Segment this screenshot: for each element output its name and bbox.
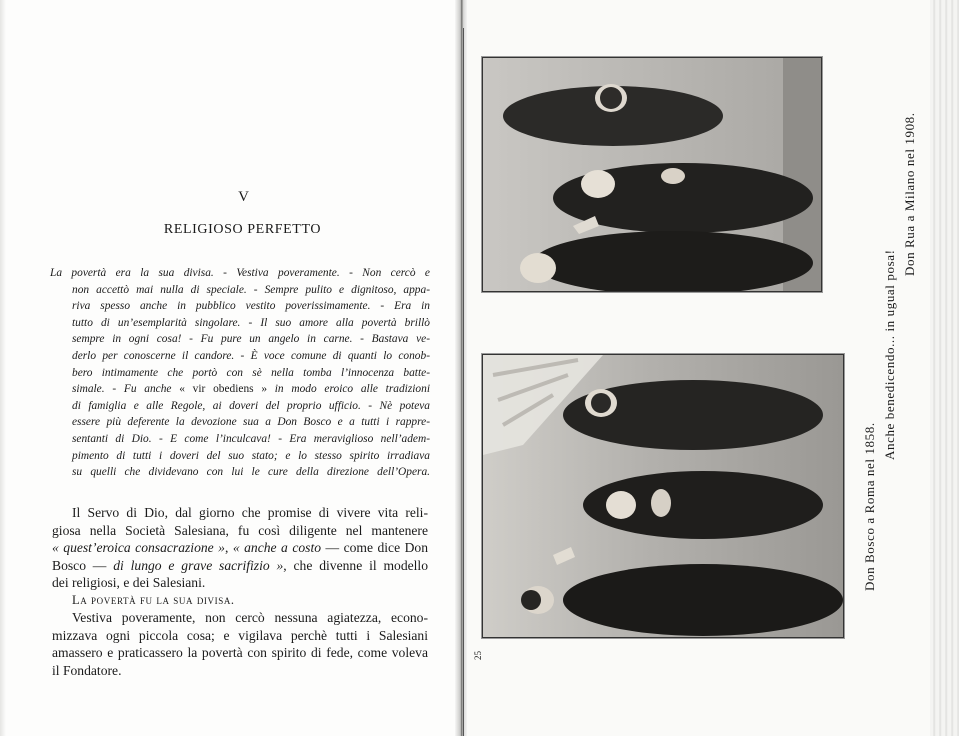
right-page-edge (930, 0, 959, 736)
body-line: il Fondatore. (52, 662, 122, 678)
body-text (52, 504, 428, 679)
summary-line: pimento di tutti i doveri del suo stato; e lo stesso spirito irradiava (72, 449, 430, 462)
summary-quote: « vir obediens » (179, 383, 268, 396)
body-line: giosa nella Società Salesiana, fu così diligente nel mantenere (52, 522, 428, 538)
chapter-summary (50, 265, 430, 481)
quote: « anche a costo (232, 540, 322, 555)
summary-line: bero intimamente che portò con sè nella tomba l’innocenza batte- (72, 366, 430, 379)
chapter-title: RELIGIOSO PERFETTO (163, 222, 322, 237)
summary-line: essere più deferente la devozione sua a Don Bosco e a tutti i rappre- (72, 416, 430, 429)
body-line: Il Servo di Dio, dal giorno che promise di vivere vita reli- (72, 505, 428, 520)
body-line: mizzava ogni piccola cosa; e vigilava perchè tutti i Salesiani (52, 627, 428, 643)
page-number: 25 (473, 651, 483, 660)
summary-line: riva spesso anche in pubblico vestito poverissimamente. - Era in (72, 300, 430, 313)
gutter-line (463, 28, 464, 736)
summary-line: sempre in ogni cosa! - Fu pure un angelo in carne. - Bastava ve- (72, 333, 430, 346)
photo-image (483, 58, 821, 291)
body-text-fragment: , che divenne il modello (283, 557, 428, 573)
photo-don-bosco-roma (482, 354, 844, 638)
body-line: Vestiva poveramente, non cercò nessuna agiatezza, econo- (72, 610, 428, 625)
body-text-fragment: — come dice Don (321, 540, 428, 555)
caption-anche-benedicendo: Anche benedicendo... in ugual posa! (882, 249, 897, 460)
photo-image (483, 355, 843, 637)
summary-line: di famiglia e alle Regole, ai doveri del proprio ufficio. - Nè poteva (72, 399, 430, 412)
body-text-fragment: Bosco — (52, 557, 114, 573)
summary-line (72, 381, 430, 398)
summary-text: in modo eroico alle tradizioni (274, 383, 430, 396)
caption-don-bosco: Don Bosco a Roma nel 1858. (862, 422, 877, 591)
quote: « quest’eroica consacrazione » (52, 540, 225, 555)
quote: di lungo e grave sacrifizio » (113, 557, 284, 573)
caption-don-rua: Don Rua a Milano nel 1908. (902, 112, 917, 276)
body-line (52, 539, 428, 557)
summary-line: tutto di un’esemplarità singolare. - Il suo amore alla povertà brillò (72, 316, 430, 329)
body-line: amassero e praticassero la povertà con spirito di fede, come voleva (52, 645, 428, 660)
body-line: dei religiosi, e dei Salesiani. (52, 575, 206, 590)
summary-line: su quelli che dividevano con lui le cure della direzione dell’Opera. (72, 466, 430, 479)
photo-don-rua-milano (482, 57, 822, 292)
chapter-numeral: V (238, 189, 250, 205)
left-page-edge (0, 0, 6, 736)
summary-line: derlo per conoscerne il candore. - È voce comune di quanti lo conob- (72, 349, 430, 362)
section-subheading: La povertà fu la sua divisa. (72, 592, 235, 607)
body-line (52, 557, 428, 575)
book-gutter (455, 0, 467, 736)
summary-line: non accettò mai nulla di speciale. - Sempre pulito e dignitoso, appa- (72, 283, 430, 296)
summary-line: La povertà era la sua divisa. - Vestiva poveramente. - Non cercò e (50, 267, 430, 279)
body-text-fragment: , (224, 540, 233, 555)
summary-line: sentanti di Dio. - E come l’inculcava! - Era meraviglioso nell’adem- (72, 432, 430, 445)
summary-text: simale. - Fu anche (72, 383, 172, 396)
